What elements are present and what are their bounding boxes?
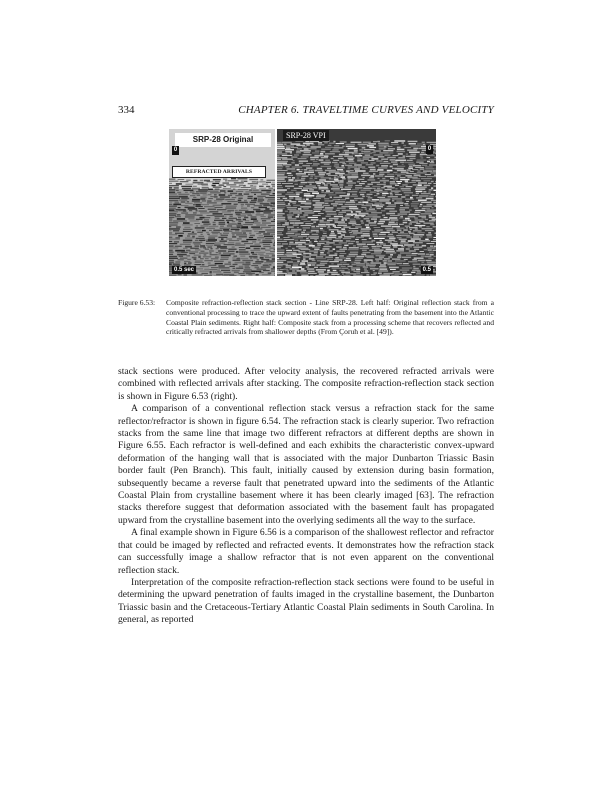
paragraph: stack sections were produced. After velocity analysis, the recovered refracted arrivals were combined with reflected arrivals after stacking. The composite refraction-reflection stack section is shown in Figure 6.53 (right). bbox=[118, 366, 494, 402]
figure-caption bbox=[118, 298, 494, 337]
time-zero-right: 0 bbox=[427, 146, 432, 152]
vpi-stack-title: SRP-28 VPI bbox=[283, 130, 329, 141]
original-stack-panel bbox=[169, 129, 276, 276]
caption-label: Figure 6.53: bbox=[118, 298, 156, 307]
caption-text: Composite refraction-reflection stack section - Line SRP-28. Left half: Original reflection stack from a conventional processing to trace the upward extent of faults penetrating from the basement into the Atlantic Coastal Plain sediments. Right half: Composite stack from a processing scheme that recovers reflected and critically refracted arrivals from shallower depths (From Çoruh et al. [49]). bbox=[166, 298, 494, 337]
vpi-stack-image bbox=[277, 129, 436, 276]
original-stack-image bbox=[169, 129, 276, 276]
running-header bbox=[118, 104, 494, 118]
time-scale-right: 0.5 bbox=[422, 267, 431, 273]
vpi-stack-panel bbox=[277, 129, 436, 276]
page-number: 334 bbox=[118, 104, 135, 116]
time-scale-left: 0.5 sec bbox=[174, 267, 195, 273]
paragraph: Interpretation of the composite refraction-reflection stack sections were found to be useful in determining the upward penetration of faults imaged in the crystalline basement, the Dunbarton Triassic basin and the Cretaceous-Tertiary Atlantic Coastal Plain sediments in South Carolina. In general, as reported bbox=[118, 576, 494, 626]
seismic-figure bbox=[169, 129, 436, 276]
chapter-title: CHAPTER 6. TRAVELTIME CURVES AND VELOCITY bbox=[238, 104, 494, 116]
paragraph: A final example shown in Figure 6.56 is a comparison of the shallowest reflector and refractor that could be imaged by reflected and refracted events. It demonstrates how the refraction stack can successfully image a shallow refractor that is not even apparent on the conventional reflection stack. bbox=[118, 527, 494, 576]
paragraph: A comparison of a conventional reflection stack versus a refraction stack for the same reflector/refractor is shown in figure 6.54. The refraction stack is clearly superior. Two refraction stacks from the same line that image two different refractors at different depths are shown in Figure 6.55. Each refractor is well-defined and each exhibits the characteristic convex-upward deformation of the hanging wall that is associated with the major Dunbarton Triassic Basin border fault (Pen Branch). This fault, initially caused by extension during basin formation, subsequently became a reverse fault that penetrated upward into the sediments of the Atlantic Coastal Plain from crystalline basement where it has been clearly imaged [63]. The refraction stacks therefore suggest that deformation associated with the basement fault has propagated upward from the crystalline basement into the overlying sediments all the way to the surface. bbox=[118, 403, 494, 526]
refracted-arrivals-label: REFRACTED ARRIVALS bbox=[172, 166, 266, 178]
original-stack-title: SRP-28 Original bbox=[175, 133, 271, 147]
time-zero-left: 0 bbox=[173, 147, 178, 153]
body-text bbox=[118, 366, 494, 627]
